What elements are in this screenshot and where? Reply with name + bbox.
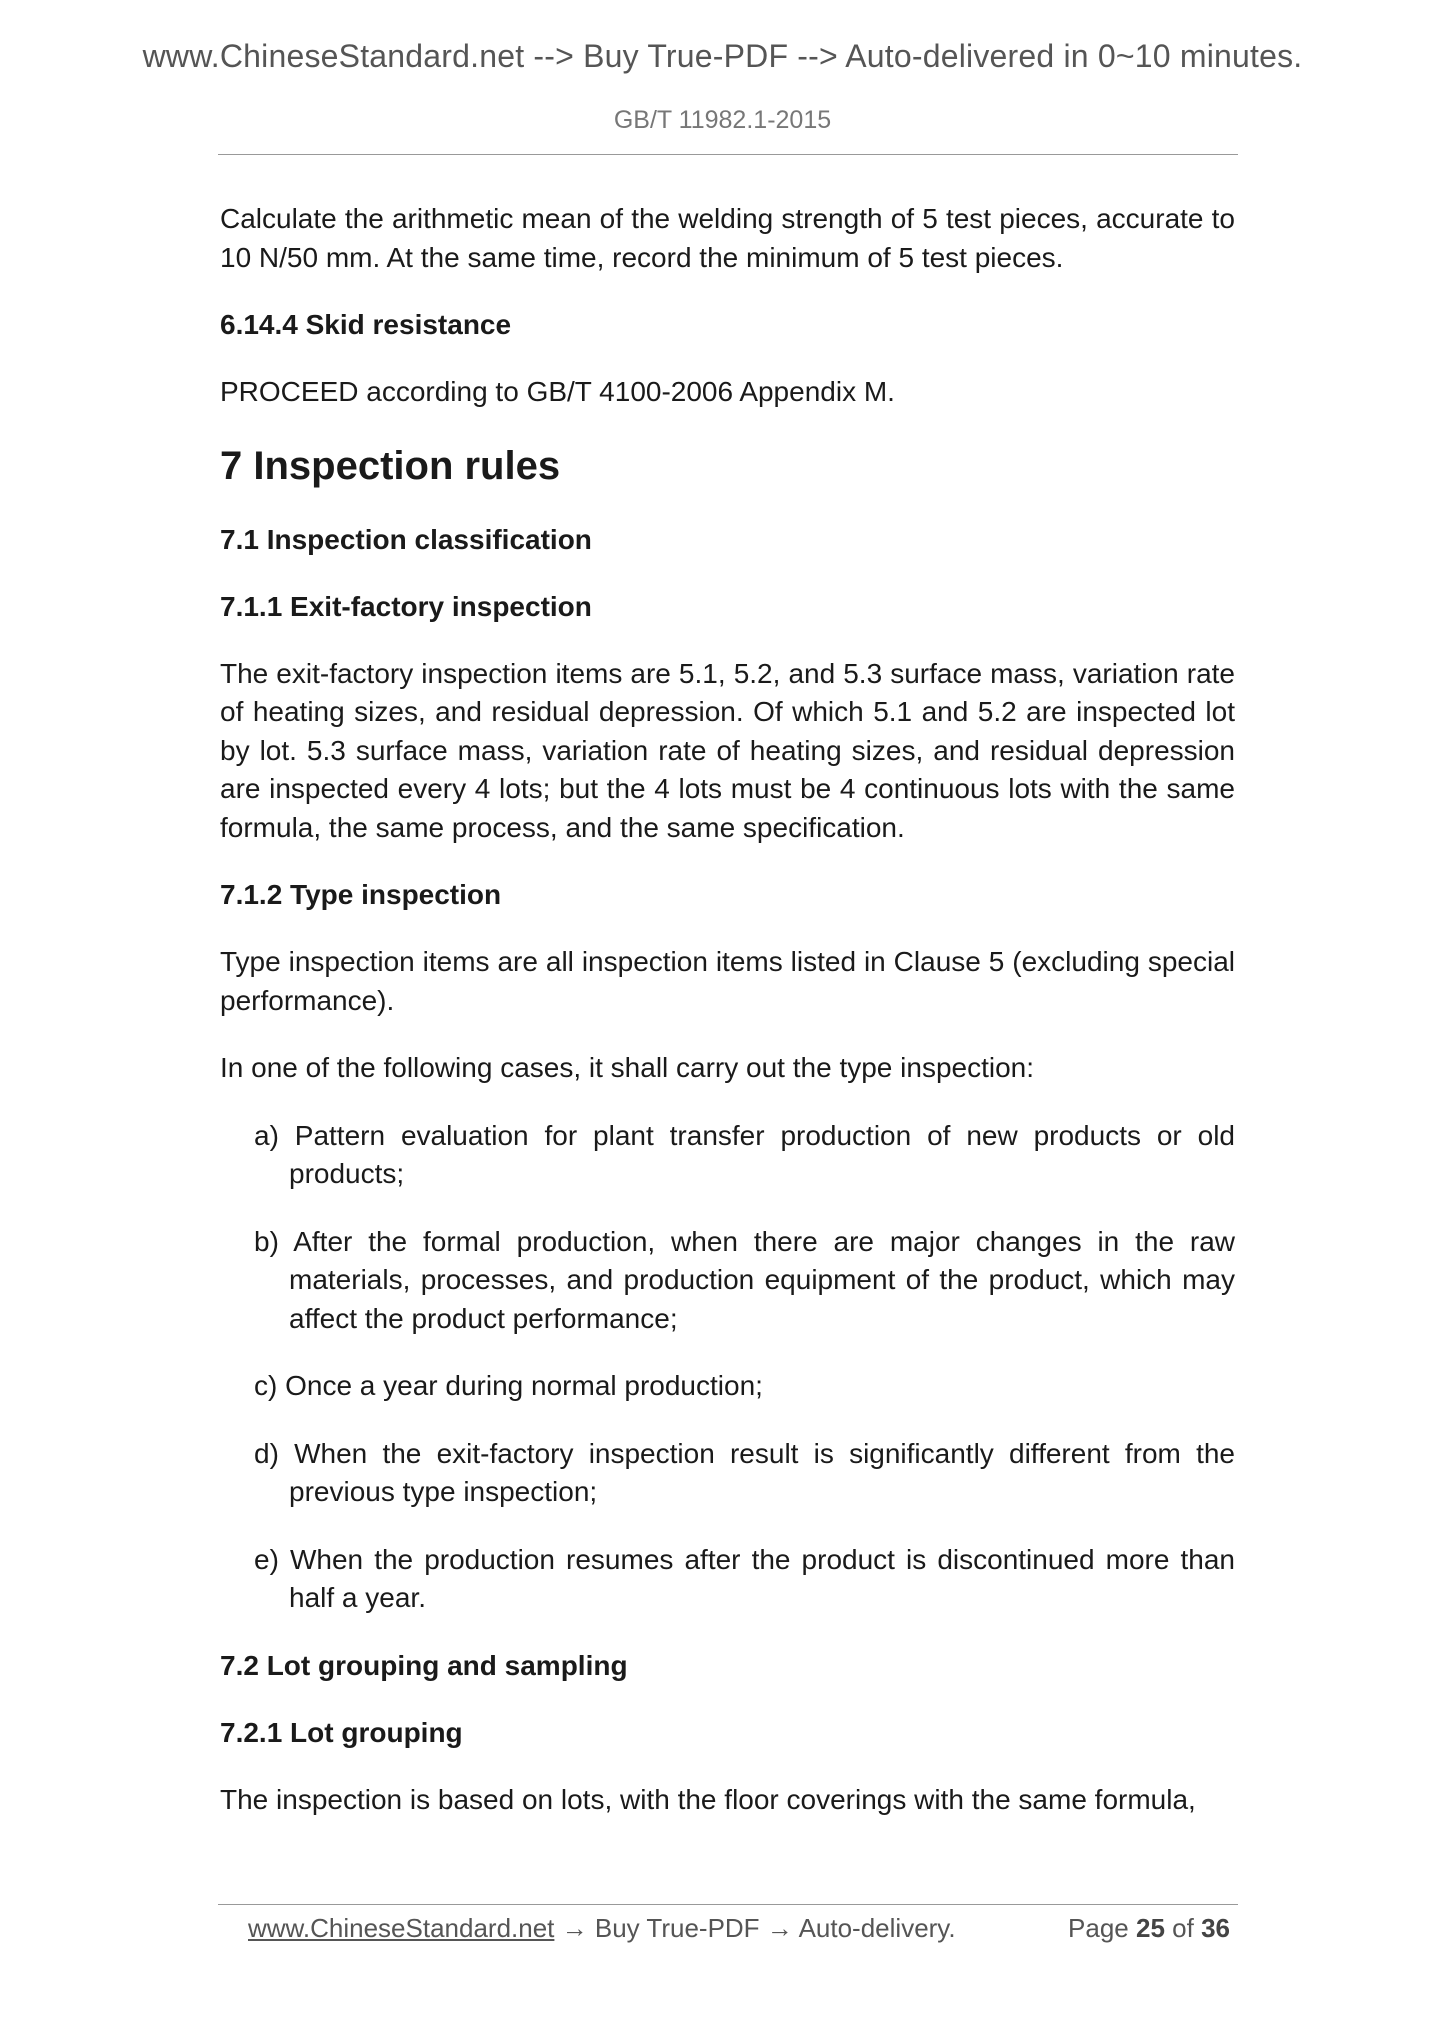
standard-code: GB/T 11982.1-2015: [613, 106, 832, 134]
paragraph-welding-strength: Calculate the arithmetic mean of the welding strength of 5 test pieces, accurate to 10 N/50 mm. At the same time, record the minimum of 5 test pieces.: [220, 203, 1235, 273]
paragraph-cases-intro: In one of the following cases, it shall carry out the type inspection:: [220, 1052, 1035, 1083]
header-divider: [218, 154, 1238, 155]
list-item-b: b) After the formal production, when there are major changes in the raw materials, processes, and production equipment of the product, which may affect the product performance;: [254, 1225, 1235, 1334]
heading-7-1-2: 7.1.2 Type inspection: [220, 879, 502, 910]
heading-7-2-1: 7.2.1 Lot grouping: [220, 1716, 463, 1748]
top-banner: www.ChineseStandard.net --> Buy True-PDF --> Auto-delivered in 0~10 minutes.: [142, 38, 1303, 74]
heading-7-2: 7.2 Lot grouping and sampling: [220, 1649, 628, 1681]
page-indicator: [1068, 1910, 1230, 1946]
page-number: 25: [1136, 1913, 1165, 1943]
footer-tail-text: → Buy True-PDF → Auto-delivery.: [554, 1913, 956, 1943]
footer-divider: [218, 1904, 1238, 1905]
heading-7-1-1: 7.1.1 Exit-factory inspection: [220, 590, 592, 622]
list-item-d: d) When the exit-factory inspection result is significantly different from the previous type inspection;: [254, 1437, 1235, 1507]
list-item-c: c) Once a year during normal production;: [254, 1370, 763, 1401]
footer-link[interactable]: www.ChineseStandard.net: [248, 1913, 555, 1943]
heading-7-1: 7.1 Inspection classification: [220, 523, 592, 555]
page-label: Page: [1068, 1913, 1129, 1943]
total-pages: 36: [1201, 1913, 1230, 1943]
paragraph-type-inspection: Type inspection items are all inspection items listed in Clause 5 (excluding special performance).: [220, 946, 1235, 1016]
paragraph-skid-resistance: PROCEED according to GB/T 4100-2006 Appendix M.: [220, 376, 895, 407]
paragraph-lot-grouping: The inspection is based on lots, with the floor coverings with the same formula,: [220, 1783, 1196, 1815]
heading-7: 7 Inspection rules: [220, 443, 561, 488]
paragraph-exit-factory: The exit-factory inspection items are 5.1, 5.2, and 5.3 surface mass, variation rate of heating sizes, and residual depression. Of which 5.1 and 5.2 are inspected lot by lot. 5.3 surface mass, variation rate of heating sizes, and residual depression are inspected every 4 lots; but the 4 lots must be 4 continuous lots with the same formula, the same process, and the same specification.: [220, 657, 1235, 843]
of-label: of: [1172, 1913, 1194, 1943]
document-body: [220, 200, 1235, 1848]
heading-6-14-4: 6.14.4 Skid resistance: [220, 309, 512, 340]
page-footer: [248, 1910, 1238, 1946]
list-item-a: a) Pattern evaluation for plant transfer production of new products or old products;: [254, 1119, 1235, 1189]
list-item-e: e) When the production resumes after the product is discontinued more than half a year.: [254, 1543, 1235, 1613]
